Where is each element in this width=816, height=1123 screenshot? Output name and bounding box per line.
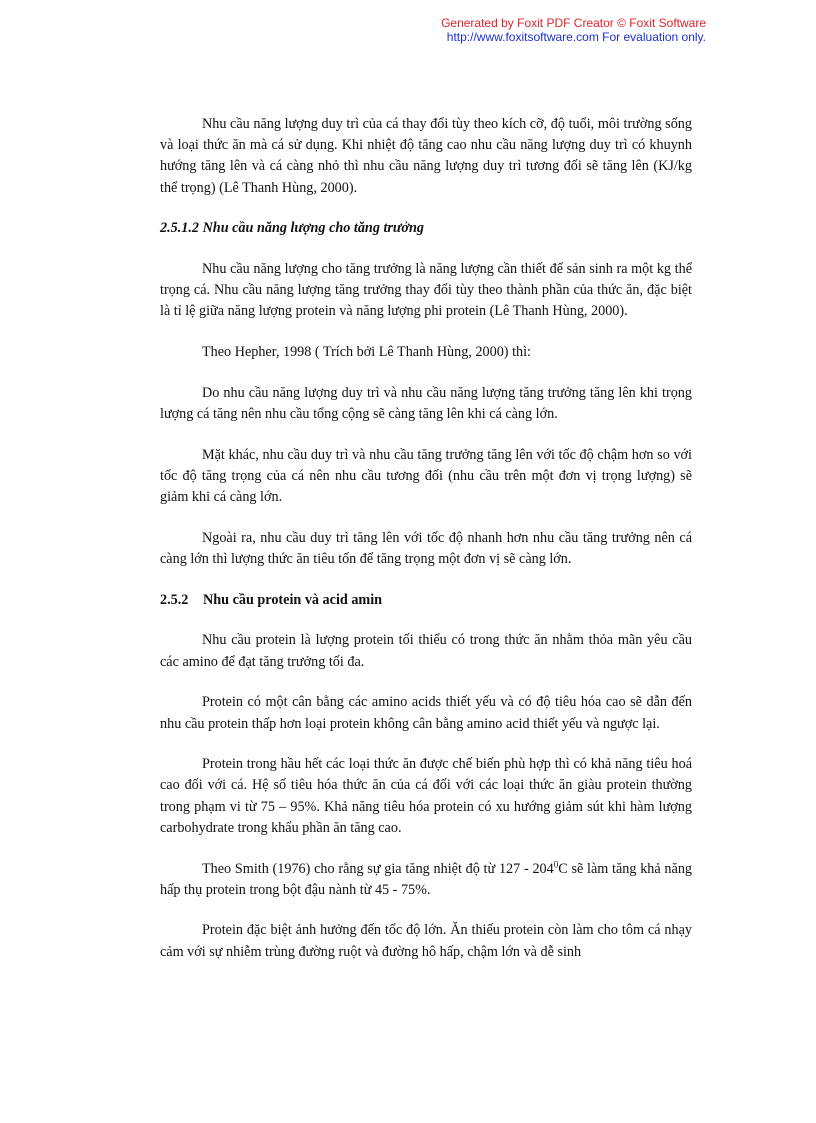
section-title: Nhu cầu protein và acid amin bbox=[203, 591, 383, 608]
paragraph-hepher: Theo Hepher, 1998 ( Trích bởi Lê Thanh Hùng, 2000) thì: bbox=[202, 344, 531, 361]
paragraph-digestibility: Protein trong hầu hết các loại thức ăn được chế biến phù hợp thì có khả năng tiêu hoá cao đối với cá. Hệ số tiêu hóa thức ăn của cá đối với các loại thức ăn giàu protein thường trong phạm vi từ 75 – 95%. Khả năng tiêu hóa protein có xu hướng giảm sút khi hàm lượng carbohydrate trong khẩu phần ăn tăng cao. bbox=[160, 756, 692, 836]
paragraph-feed-consumption: Ngoài ra, nhu cầu duy trì tăng lên với tốc độ nhanh hơn nhu cầu tăng trưởng nên cá càng lớn thì lượng thức ăn tiêu tốn để tăng trọng một đơn vị sẽ càng lớn. bbox=[160, 529, 692, 568]
paragraph-growth-energy: Nhu cầu năng lượng cho tăng trưởng là năng lượng cần thiết để sản sinh ra một kg thể trọng cá. Nhu cầu năng lượng tăng trưởng thay đổi tùy theo thành phần của thức ăn, đặc biệt là tỉ lệ giữa năng lượng protein và năng lượng phi protein (Lê Thanh Hùng, 2000). bbox=[160, 261, 692, 320]
paragraph-protein-requirement: Nhu cầu protein là lượng protein tối thiểu có trong thức ăn nhằm thỏa mãn yêu cầu các amino để đạt tăng trưởng tối đa. bbox=[160, 632, 692, 670]
section-number: 2.5.2 bbox=[160, 591, 189, 608]
paragraph-total-demand: Do nhu cầu năng lượng duy trì và nhu cầu năng lượng tăng trưởng tăng lên khi trọng lượng cá tăng nên nhu cầu tổng cộng sẽ càng tăng lên khi cá càng lớn. bbox=[160, 384, 692, 423]
paragraph-amino-balance: Protein có một cân bằng các amino acids thiết yếu và có độ tiêu hóa cao sẽ dẫn đến nhu cầu protein thấp hơn loại protein không cân bằng amino acid thiết yếu và ngược lại. bbox=[160, 694, 692, 732]
smith-text-a: Theo Smith (1976) cho rằng sự gia tăng nhiệt độ từ 127 - 204 bbox=[202, 860, 554, 877]
paragraph-smith bbox=[160, 859, 692, 901]
paragraph-relative-demand: Mặt khác, nhu cầu duy trì và nhu cầu tăng trưởng tăng lên với tốc độ chậm hơn so với tốc độ tăng trọng của cá nên nhu cầu tương đối (nhu cầu trên một đơn vị trọng lượng) sẽ giảm khi cá càng lớn. bbox=[160, 446, 692, 506]
paragraph-protein-growth: Protein đặc biệt ảnh hưởng đến tốc độ lớn. Ăn thiếu protein còn làm cho tôm cá nhạy cảm với sự nhiễm trùng đường ruột và đường hô hấp, chậm lớn và dễ sinh bbox=[160, 922, 692, 960]
section-heading-2-5-2 bbox=[160, 590, 692, 611]
paragraph-maintenance-energy: Nhu cầu năng lượng duy trì của cá thay đổi tùy theo kích cỡ, độ tuổi, môi trường sống và loại thức ăn mà cá sử dụng. Khi nhiệt độ tăng cao nhu cầu năng lượng duy trì có khuynh hướng tăng lên và cá càng nhỏ thì nhu cầu năng lượng duy trì tương đối sẽ tăng lên (KJ/kg thể trọng) (Lê Thanh Hùng, 2000). bbox=[160, 116, 692, 196]
smith-text-b: C sẽ làm tăng khả năng hấp thụ protein trong bột đậu nành từ 45 - 75%. bbox=[160, 860, 693, 898]
watermark-line-1: Generated by Foxit PDF Creator © Foxit Software bbox=[441, 16, 706, 30]
document-body bbox=[160, 114, 692, 982]
watermark-line-2: http://www.foxitsoftware.com For evaluation only. bbox=[446, 30, 706, 44]
section-heading-2-5-1-2: 2.5.1.2 Nhu cầu năng lượng cho tăng trưởng bbox=[160, 220, 425, 237]
degree-superscript: 0 bbox=[553, 858, 559, 869]
foxit-watermark bbox=[370, 16, 706, 44]
